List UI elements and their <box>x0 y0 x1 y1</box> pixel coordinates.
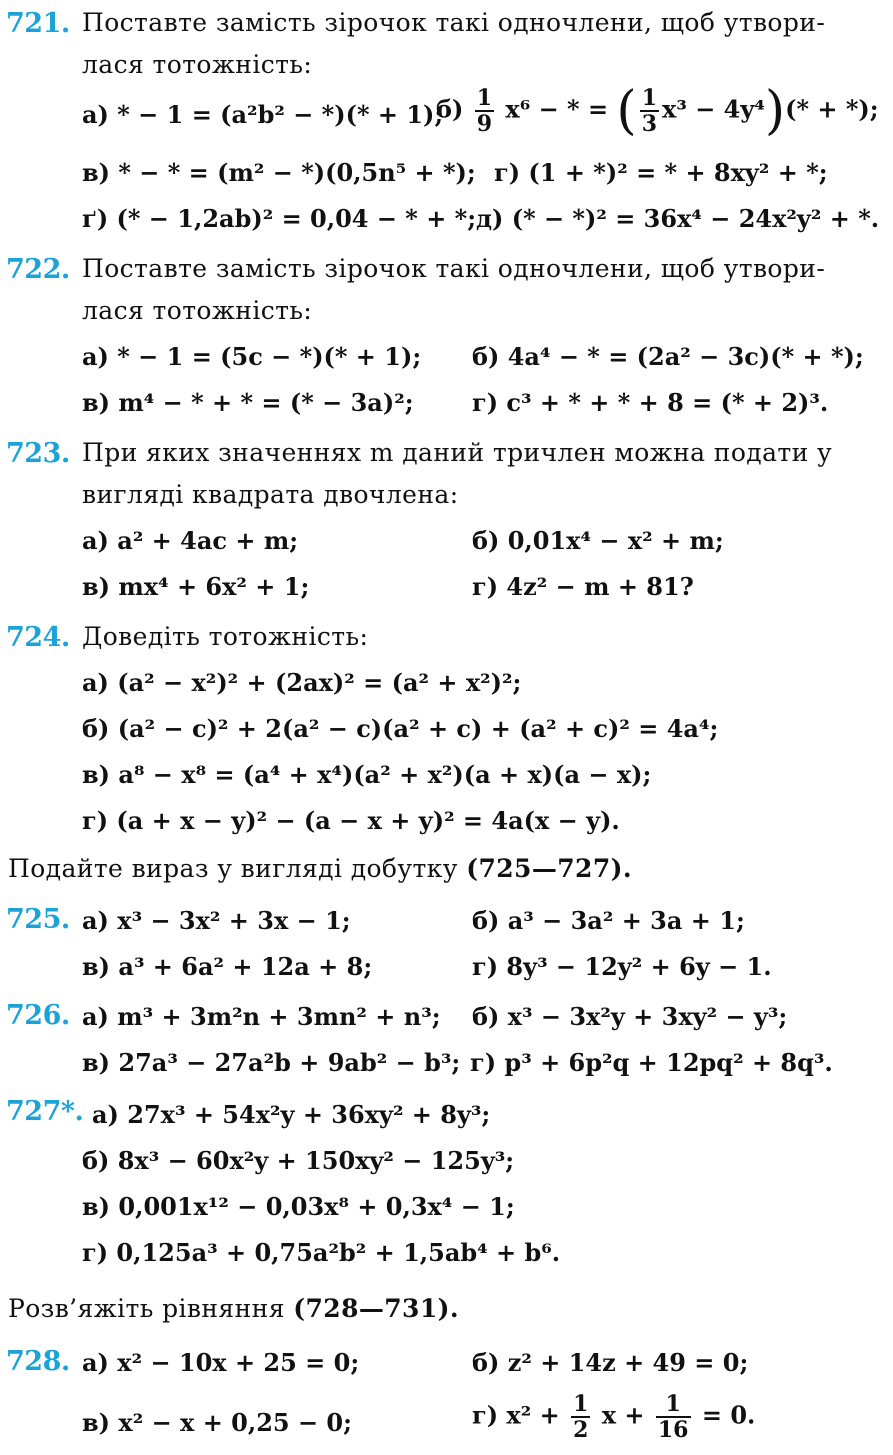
exercise-v: в) 0,001x¹² − 0,03x⁸ + 0,3x⁴ − 1; <box>82 1192 515 1221</box>
exercise-a: а) * − 1 = (a²b² − *)(* + 1); <box>82 100 444 129</box>
section-intro <box>8 1294 459 1323</box>
numerator: 1 <box>656 1392 691 1418</box>
exercise-v: в) mx⁴ + 6x² + 1; <box>82 572 310 601</box>
intro-text: Розв’яжіть рівняння <box>8 1294 285 1323</box>
intro-range: (728—731). <box>293 1294 459 1323</box>
expression: (* + *); <box>785 94 879 124</box>
problem-text: лася тотожність: <box>82 296 313 325</box>
exercise-g: г) 8y³ − 12y² + 6y − 1. <box>472 952 772 981</box>
exercise-v: в) m⁴ − * + * = (* − 3a)²; <box>82 388 414 417</box>
exercise-b: б) (a² − c)² + 2(a² − c)(a² + c) + (a² + c)² = 4a⁴; <box>82 714 719 743</box>
exercise-g: г) 0,125a³ + 0,75a²b² + 1,5ab⁴ + b⁶. <box>82 1238 561 1267</box>
fraction <box>656 1392 691 1442</box>
exercise-g: г) c³ + * + * + 8 = (* + 2)³. <box>472 388 829 417</box>
problem-number: 725. <box>6 904 70 935</box>
exercise-a: а) * − 1 = (5c − *)(* + 1); <box>82 342 422 371</box>
exercise-g: г) (a + x − y)² − (a − x + y)² = 4a(x − y). <box>82 806 620 835</box>
exercise-g: г) 4z² − m + 81? <box>472 572 694 601</box>
problem-number: 722. <box>6 254 70 285</box>
intro-range: (725—727). <box>466 854 632 883</box>
expression: г) x² + <box>472 1400 560 1430</box>
denominator: 9 <box>476 111 493 137</box>
exercise-a: а) 27x³ + 54x²y + 36xy² + 8y³; <box>92 1100 491 1129</box>
numerator: 1 <box>641 85 658 111</box>
exercise-a: а) (a² − x²)² + (2ax)² = (a² + x²)²; <box>82 668 522 697</box>
fraction <box>640 86 659 136</box>
intro-text: Подайте вираз у вигляді добутку <box>8 854 458 883</box>
problem-number: 723. <box>6 438 70 469</box>
problem-number: 724. <box>6 622 70 653</box>
exercise-v: в) 27a³ − 27a²b + 9ab² − b³; <box>82 1048 461 1077</box>
numerator: 1 <box>573 1391 589 1417</box>
problem-text: Поставте замість зірочок такі одночлени, щоб утвори- <box>82 254 826 283</box>
problem-number: 726. <box>6 1000 70 1031</box>
expression: x + <box>601 1400 645 1430</box>
exercise-b: б) z² + 14z + 49 = 0; <box>472 1348 749 1377</box>
expression: x³ − 4y⁴ <box>662 94 765 124</box>
fraction <box>475 86 494 136</box>
exercise-label: б) <box>436 94 464 124</box>
paren-close: ) <box>764 81 786 141</box>
exercise-b: б) 4a⁴ − * = (2a² − 3c)(* + *); <box>472 342 864 371</box>
exercise-b: б) 8x³ − 60x²y + 150xy² − 125y³; <box>82 1146 515 1175</box>
exercise-a: а) m³ + 3m²n + 3mn² + n³; <box>82 1002 441 1031</box>
exercise-a: а) x³ − 3x² + 3x − 1; <box>82 906 351 935</box>
denominator: 16 <box>657 1417 689 1443</box>
problem-text: лася тотожність: <box>82 50 313 79</box>
exercise-g <box>472 1392 755 1442</box>
problem-text: При яких значеннях m даний тричлен можна подати у <box>82 438 833 467</box>
exercise-v: в) a⁸ − x⁸ = (a⁴ + x⁴)(a² + x²)(a + x)(a − x); <box>82 760 652 789</box>
exercise-d: д) (* − *)² = 36x⁴ − 24x²y² + *. <box>476 204 880 233</box>
paren-open: ( <box>616 81 637 141</box>
exercise-v: в) x² − x + 0,25 − 0; <box>82 1408 352 1437</box>
exercise-b <box>436 81 879 141</box>
problem-number: 727*. <box>6 1096 84 1127</box>
exercise-b: б) x³ − 3x²y + 3xy² − y³; <box>472 1002 788 1031</box>
problem-text: Поставте замість зірочок такі одночлени, щоб утвори- <box>82 8 826 37</box>
exercise-v: в) * − * = (m² − *)(0,5n⁵ + *); <box>82 158 476 187</box>
numerator: 1 <box>476 85 493 111</box>
exercise-g: г) p³ + 6p²q + 12pq² + 8q³. <box>470 1048 833 1077</box>
problem-number: 728. <box>6 1346 70 1377</box>
expression: = 0. <box>701 1400 756 1430</box>
exercise-b: б) a³ − 3a² + 3a + 1; <box>472 906 745 935</box>
exercise-g: г) (1 + *)² = * + 8xy² + *; <box>494 158 828 187</box>
section-intro <box>8 854 632 883</box>
expression: x⁶ − * = <box>505 94 609 124</box>
problem-text: Доведіть тотожність: <box>82 622 369 651</box>
exercise-v: в) a³ + 6a² + 12a + 8; <box>82 952 373 981</box>
denominator: 3 <box>641 111 658 137</box>
exercise-b: б) 0,01x⁴ − x² + m; <box>472 526 724 555</box>
exercise-a: а) a² + 4ac + m; <box>82 526 299 555</box>
fraction <box>571 1392 590 1442</box>
problem-number: 721. <box>6 8 70 39</box>
exercise-a: а) x² − 10x + 25 = 0; <box>82 1348 360 1377</box>
denominator: 2 <box>573 1417 589 1443</box>
exercise-gg: ґ) (* − 1,2ab)² = 0,04 − * + *; <box>82 204 477 233</box>
problem-text: вигляді квадрата двочлена: <box>82 480 459 509</box>
